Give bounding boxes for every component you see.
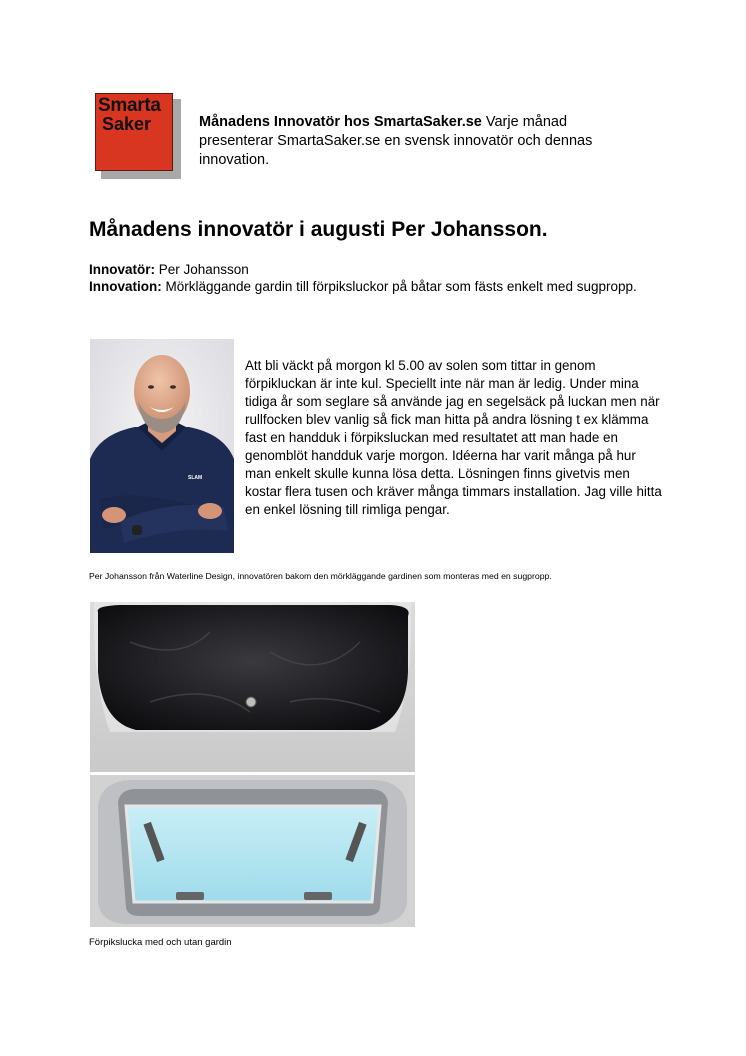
logo-saker-vertical bbox=[96, 112, 173, 171]
logo-line-1: Smarta bbox=[98, 95, 161, 116]
innovation-value: Mörkläggande gardin till förpiksluckor på båtar som fästs enkelt med sugpropp. bbox=[161, 279, 637, 294]
portrait-caption: Per Johansson från Waterline Design, innovatören bakom den mörkläggande gardinen som monteras med en sugpropp. bbox=[89, 571, 552, 581]
portrait-photo bbox=[90, 339, 234, 553]
logo-line-2: Saker bbox=[102, 114, 152, 134]
logo-box bbox=[95, 93, 173, 171]
innovation-label: Innovation: bbox=[89, 279, 162, 294]
page-title: Månadens innovatör i augusti Per Johansson. bbox=[89, 218, 548, 241]
story-paragraph: Att bli väckt på morgon kl 5.00 av solen som tittar in genom förpikluckan är inte kul. Speciellt inte när man är ledig. Under mina tidiga år som seglare så använde jag en segelsäck på luckan men när rullfocken blev vanlig så fick man hitta på andra lösning t ex klämma fast en handduk i förpiksluckan med resultatet att man hade en genomblöt handduk varje morgon. Idéerna har varit många på hur man enkelt skulle kunna lösa detta. Lösningen finns givetvis men kostar flera tusen och kräver många timmars installation. Jag ville hitta en enkel lösning till rimliga pengar. bbox=[245, 358, 662, 517]
intro-bold: Månadens Innovatör hos SmartaSaker.se bbox=[199, 114, 482, 130]
intro-paragraph bbox=[199, 113, 629, 170]
hatch-illustration bbox=[90, 602, 415, 927]
hatch-caption: Förpikslucka med och utan gardin bbox=[89, 937, 232, 948]
innovation-line bbox=[89, 278, 637, 295]
innovator-line bbox=[89, 261, 637, 278]
innovator-value: Per Johansson bbox=[155, 262, 249, 277]
meta-block bbox=[89, 261, 637, 295]
smartasaker-logo bbox=[95, 93, 175, 173]
shirt-logo-text: SLAM bbox=[188, 475, 203, 481]
portrait-illustration bbox=[90, 339, 234, 553]
hatch-photo bbox=[90, 602, 415, 927]
innovator-label: Innovatör: bbox=[89, 262, 155, 277]
intro-text: Varje månad presenterar SmartaSaker.se en svensk innovatör och dennas innovation. bbox=[199, 114, 593, 168]
